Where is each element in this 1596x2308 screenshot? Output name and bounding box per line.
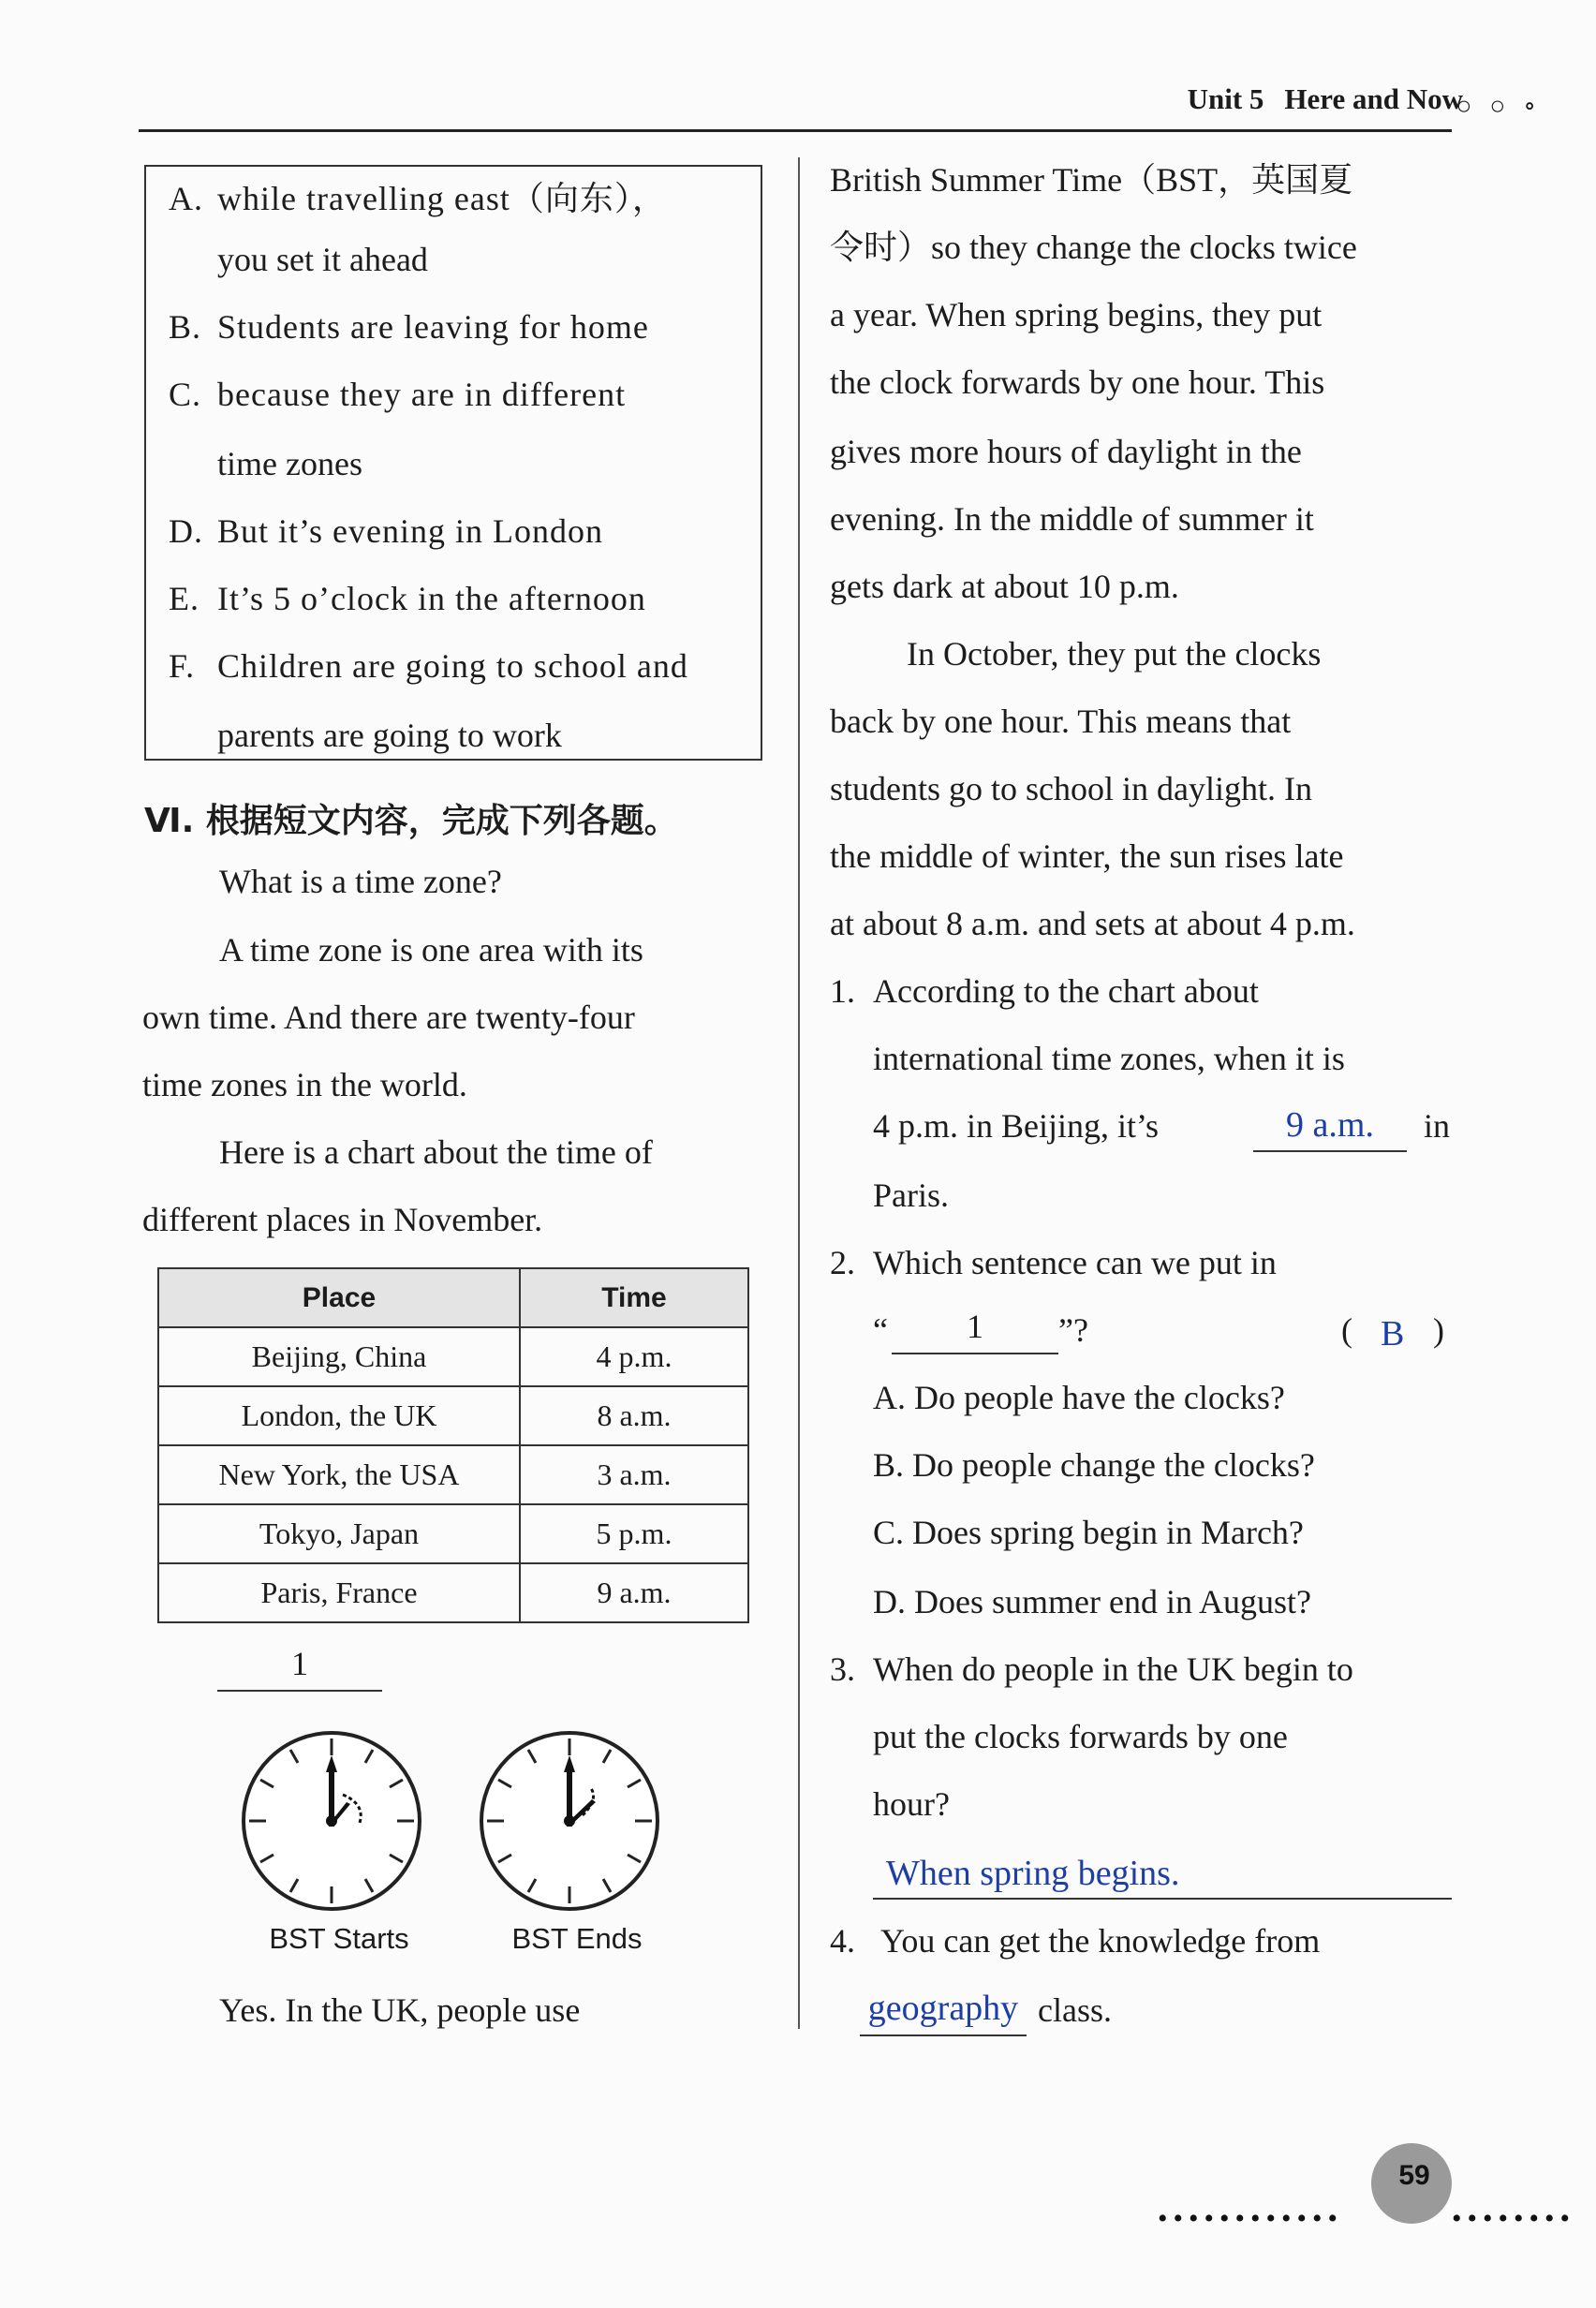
option-a-cont: you set it ahead xyxy=(217,241,428,278)
question-2-line: Which sentence can we put in xyxy=(873,1244,1277,1281)
passage-line: a year. When spring begins, they put xyxy=(830,296,1323,333)
passage-line: A time zone is one area with its xyxy=(219,931,643,969)
table-cell: Tokyo, Japan xyxy=(158,1504,520,1563)
passage-line: gives more hours of daylight in the xyxy=(830,433,1302,470)
option-c-cont: time zones xyxy=(217,445,362,482)
question-2-blank: 1 xyxy=(892,1300,1058,1354)
passage-line: the middle of winter, the sun rises late xyxy=(830,837,1344,875)
passage-line: own time. And there are twenty-four xyxy=(142,999,635,1036)
question-1-line: 4 p.m. in Beijing, it’s xyxy=(873,1107,1160,1145)
question-3-line: When do people in the UK begin to xyxy=(873,1650,1353,1688)
footer-dots-right: •••••••• xyxy=(1452,2203,1576,2234)
page-number: 59 xyxy=(1398,2160,1430,2191)
clock-bst-ends-icon xyxy=(478,1729,661,1913)
question-1-line: According to the chart about xyxy=(873,972,1259,1010)
unit-label: Unit 5 xyxy=(1187,82,1264,115)
table-cell: New York, the USA xyxy=(158,1445,520,1504)
blank-1: 1 xyxy=(217,1637,382,1692)
question-4-line: You can get the knowledge from xyxy=(880,1922,1321,1960)
passage-line: students go to school in daylight. In xyxy=(830,770,1312,807)
table-cell: London, the UK xyxy=(158,1386,520,1445)
passage-line: different places in November. xyxy=(142,1201,543,1238)
passage-line: back by one hour. This means that xyxy=(830,703,1292,740)
footer-dots-left: •••••••••••• xyxy=(1158,2203,1344,2234)
table-cell: Paris, France xyxy=(158,1563,520,1622)
passage-line: time zones in the world. xyxy=(142,1066,467,1103)
passage-line: the clock forwards by one hour. This xyxy=(830,363,1325,401)
option-a: A. while travelling east（向东）， xyxy=(169,180,667,217)
question-1-line: in xyxy=(1424,1107,1451,1145)
col-header-place: Place xyxy=(158,1268,520,1327)
clock-bst-starts-icon xyxy=(240,1729,423,1913)
passage-line: evening. In the middle of summer it xyxy=(830,500,1314,538)
table-row xyxy=(158,1386,748,1445)
question-3-line: hour? xyxy=(873,1785,950,1823)
question-2-answer[interactable]: B xyxy=(1381,1314,1405,1354)
table-header-row xyxy=(158,1268,748,1327)
passage-line: at about 8 a.m. and sets at about 4 p.m. xyxy=(830,905,1355,942)
choice-b: B. Do people change the clocks? xyxy=(873,1446,1315,1484)
paren-open: ( xyxy=(1341,1311,1352,1349)
option-d: D. But it’s evening in London xyxy=(169,512,603,550)
question-1-line: international time zones, when it is xyxy=(873,1040,1345,1077)
question-3-line: put the clocks forwards by one xyxy=(873,1718,1288,1755)
header-ornament: ○ ○ ∘ xyxy=(1456,92,1542,121)
table-row xyxy=(158,1445,748,1504)
question-1-answer[interactable]: 9 a.m. xyxy=(1253,1102,1407,1152)
option-f-cont: parents are going to work xyxy=(217,717,562,754)
table-cell: 3 a.m. xyxy=(520,1445,748,1504)
table-cell: Beijing, China xyxy=(158,1327,520,1386)
option-e: E. It’s 5 o’clock in the afternoon xyxy=(169,580,646,617)
question-2-quote-close: ”? xyxy=(1058,1311,1088,1349)
question-3-answer[interactable]: When spring begins. xyxy=(873,1849,1452,1900)
table-cell: 8 a.m. xyxy=(520,1386,748,1445)
passage-line: Yes. In the UK, people use xyxy=(219,1991,581,2029)
passage-line: British Summer Time（BST，英国夏 xyxy=(830,161,1353,199)
question-1-line: Paris. xyxy=(873,1176,949,1214)
table-cell: 4 p.m. xyxy=(520,1327,748,1386)
table-row xyxy=(158,1563,748,1622)
option-c: C. because they are in different xyxy=(169,376,627,413)
passage-line: gets dark at about 10 p.m. xyxy=(830,568,1179,605)
question-3-number: 3. xyxy=(830,1650,855,1688)
choice-a: A. Do people have the clocks? xyxy=(873,1379,1285,1416)
table-cell: 9 a.m. xyxy=(520,1563,748,1622)
question-2-quote-open: “ xyxy=(873,1311,888,1349)
unit-title: Here and Now xyxy=(1284,82,1463,115)
col-header-time: Time xyxy=(520,1268,748,1327)
question-2-number: 2. xyxy=(830,1244,855,1281)
table-cell: 5 p.m. xyxy=(520,1504,748,1563)
question-1-number: 1. xyxy=(830,972,855,1010)
passage-line: 令时）so they change the clocks twice xyxy=(830,229,1357,266)
table-row xyxy=(158,1327,748,1386)
section-title: Ⅵ. 根据短文内容，完成下列各题。 xyxy=(144,802,678,840)
clock-label-start: BST Starts xyxy=(269,1922,409,1955)
table-row xyxy=(158,1504,748,1563)
choice-d: D. Does summer end in August? xyxy=(873,1583,1311,1620)
passage-line: Here is a chart about the time of xyxy=(219,1133,653,1171)
paren-close: ) xyxy=(1433,1311,1444,1349)
passage-line: What is a time zone? xyxy=(219,863,502,900)
header-rule xyxy=(139,129,1452,132)
option-f: F. Children are going to school and xyxy=(169,647,688,685)
header-title xyxy=(1188,82,1463,116)
column-divider xyxy=(798,157,800,2029)
question-4-line: class. xyxy=(1038,1991,1112,2029)
passage-line: In October, they put the clocks xyxy=(907,635,1322,673)
choice-c: C. Does spring begin in March? xyxy=(873,1514,1304,1551)
clock-label-end: BST Ends xyxy=(511,1922,643,1955)
question-4-answer[interactable]: geography xyxy=(860,1984,1027,2036)
question-4-number: 4. xyxy=(830,1922,855,1960)
option-b: B. Students are leaving for home xyxy=(169,308,649,346)
time-zone-table xyxy=(157,1267,749,1623)
